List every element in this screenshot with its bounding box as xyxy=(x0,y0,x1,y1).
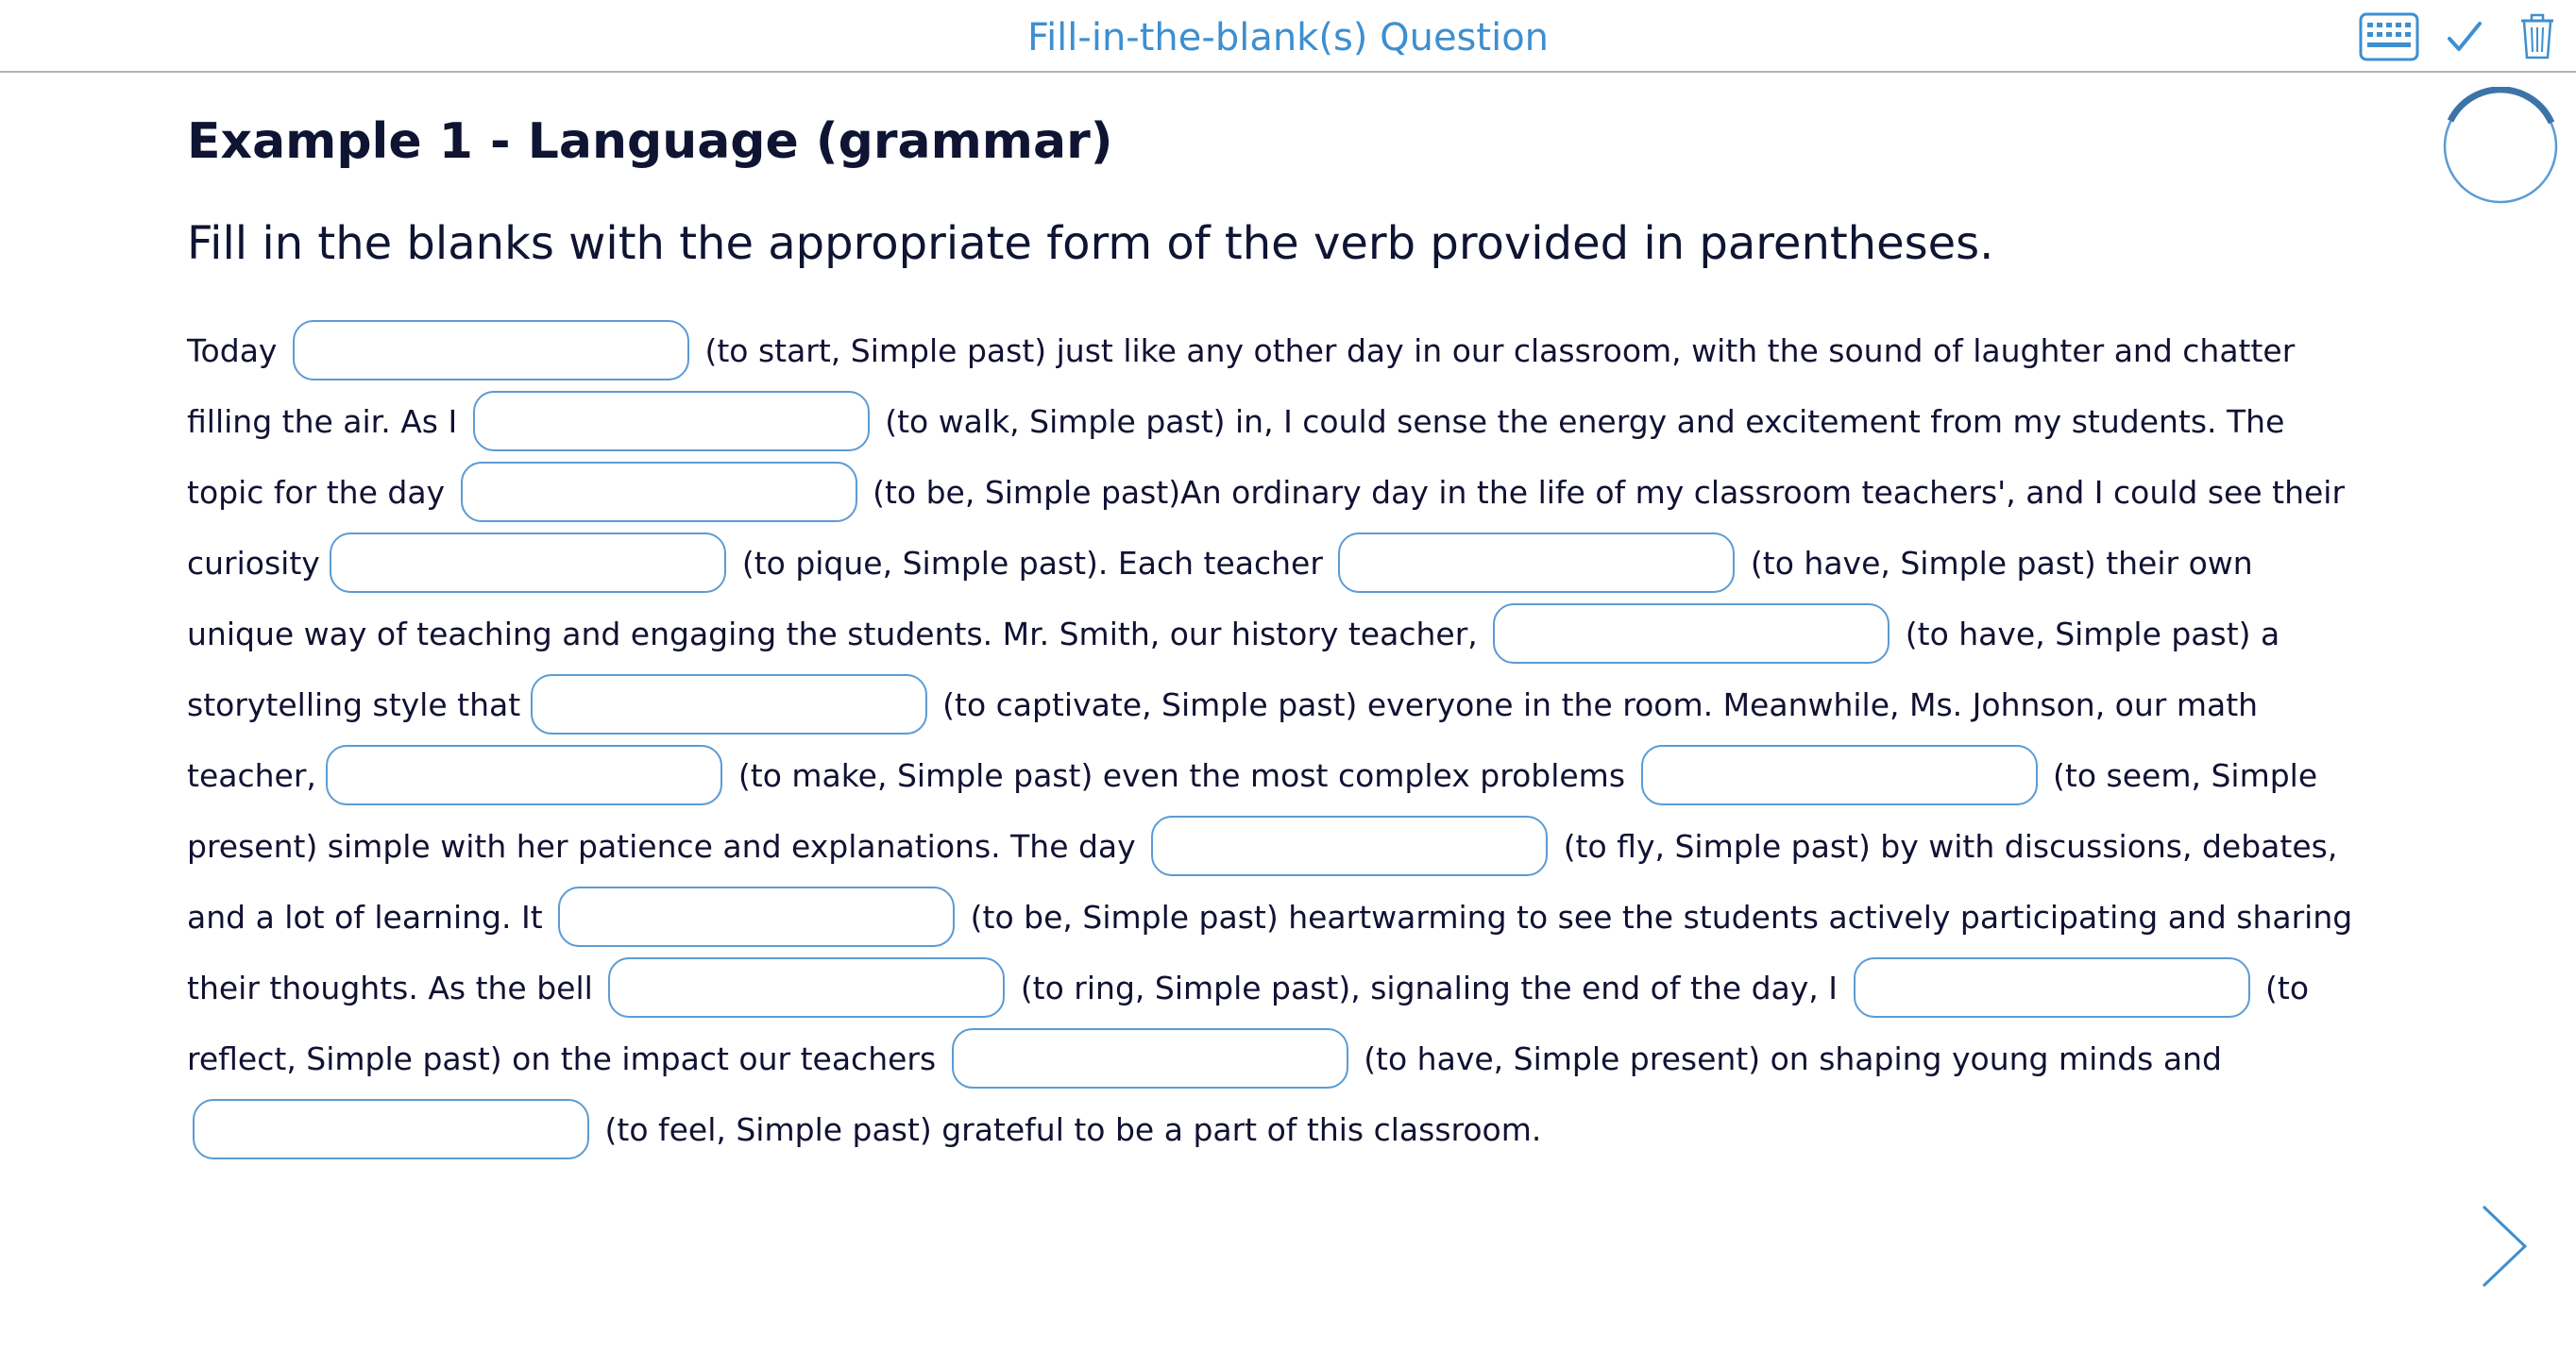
delete-button[interactable] xyxy=(2506,9,2568,64)
passage-text: (to be, Simple past)An ordinary day in the life of my classroom teachers', and I could see their curiosity xyxy=(187,474,2346,582)
passage-text: (to captivate, Simple past) everyone in the room. Meanwhile, Ms. Johnson, our math teacher, xyxy=(187,686,2259,794)
passage xyxy=(187,315,2368,1165)
passage-text: (to have, Simple past) their own unique way of teaching and engaging the students. Mr. Smith, our history teacher, xyxy=(187,545,2253,652)
passage-text: (to make, Simple past) even the most complex problems xyxy=(737,757,1626,794)
timer xyxy=(2441,87,2560,206)
passage-text: (to have, Simple past) a storytelling style that xyxy=(187,616,2280,723)
chevron-right-icon xyxy=(2474,1199,2540,1293)
passage-text: Today xyxy=(187,332,278,369)
passage-text: (to reflect, Simple past) on the impact our teachers xyxy=(187,970,2310,1077)
example-title: Example 1 - Language (grammar) xyxy=(187,113,1113,170)
question-content xyxy=(187,106,2368,1165)
check-button[interactable] xyxy=(2433,9,2496,64)
blank-input-9[interactable] xyxy=(1641,745,2038,805)
blank-input-12[interactable] xyxy=(608,957,1005,1018)
blank-input-13[interactable] xyxy=(1854,957,2250,1018)
checkmark-icon xyxy=(2446,20,2483,54)
passage-text: (to fly, Simple past) by with discussions, debates, and a lot of learning. It xyxy=(187,828,2338,936)
passage-text: (to walk, Simple past) in, I could sense the energy and excitement from my students. The topic for the day xyxy=(187,403,2285,511)
blank-input-8[interactable] xyxy=(326,745,722,805)
instructions: Fill in the blanks with the appropriate form of the verb provided in parentheses. xyxy=(187,217,1994,270)
blank-input-3[interactable] xyxy=(461,462,857,522)
blank-input-4[interactable] xyxy=(330,532,726,593)
blank-input-5[interactable] xyxy=(1338,532,1735,593)
keyboard-icon xyxy=(2359,12,2419,61)
blank-input-1[interactable] xyxy=(293,320,689,380)
passage-text: (to feel, Simple past) grateful to be a part of this classroom. xyxy=(604,1111,1542,1148)
blank-input-15[interactable] xyxy=(193,1099,589,1159)
passage-text: (to start, Simple past) just like any other day in our classroom, with the sound of laughter and chatter filling the air. As I xyxy=(187,332,2296,440)
passage-text: (to pique, Simple past). Each teacher xyxy=(741,545,1323,582)
countdown-ring-icon xyxy=(2441,87,2560,206)
blank-input-10[interactable] xyxy=(1151,816,1548,876)
blank-input-14[interactable] xyxy=(952,1028,1348,1089)
passage-text: (to have, Simple present) on shaping young minds and xyxy=(1364,1040,2222,1077)
passage-text: (to ring, Simple past), signaling the end of the day, I xyxy=(1020,970,1838,1006)
next-button[interactable] xyxy=(2474,1199,2540,1293)
blank-input-2[interactable] xyxy=(473,391,870,451)
top-bar xyxy=(0,0,2576,73)
blank-input-6[interactable] xyxy=(1493,603,1890,664)
page-title: Fill-in-the-blank(s) Question xyxy=(1026,16,1550,59)
keyboard-button[interactable] xyxy=(2358,9,2420,64)
passage-text: (to seem, Simple present) simple with her patience and explanations. The day xyxy=(187,757,2318,865)
passage-text: (to be, Simple past) heartwarming to see the students actively participating and sharing their thoughts. As the bell xyxy=(187,899,2353,1006)
trash-icon xyxy=(2518,13,2556,60)
blank-input-11[interactable] xyxy=(558,887,955,947)
blank-input-7[interactable] xyxy=(531,674,927,735)
